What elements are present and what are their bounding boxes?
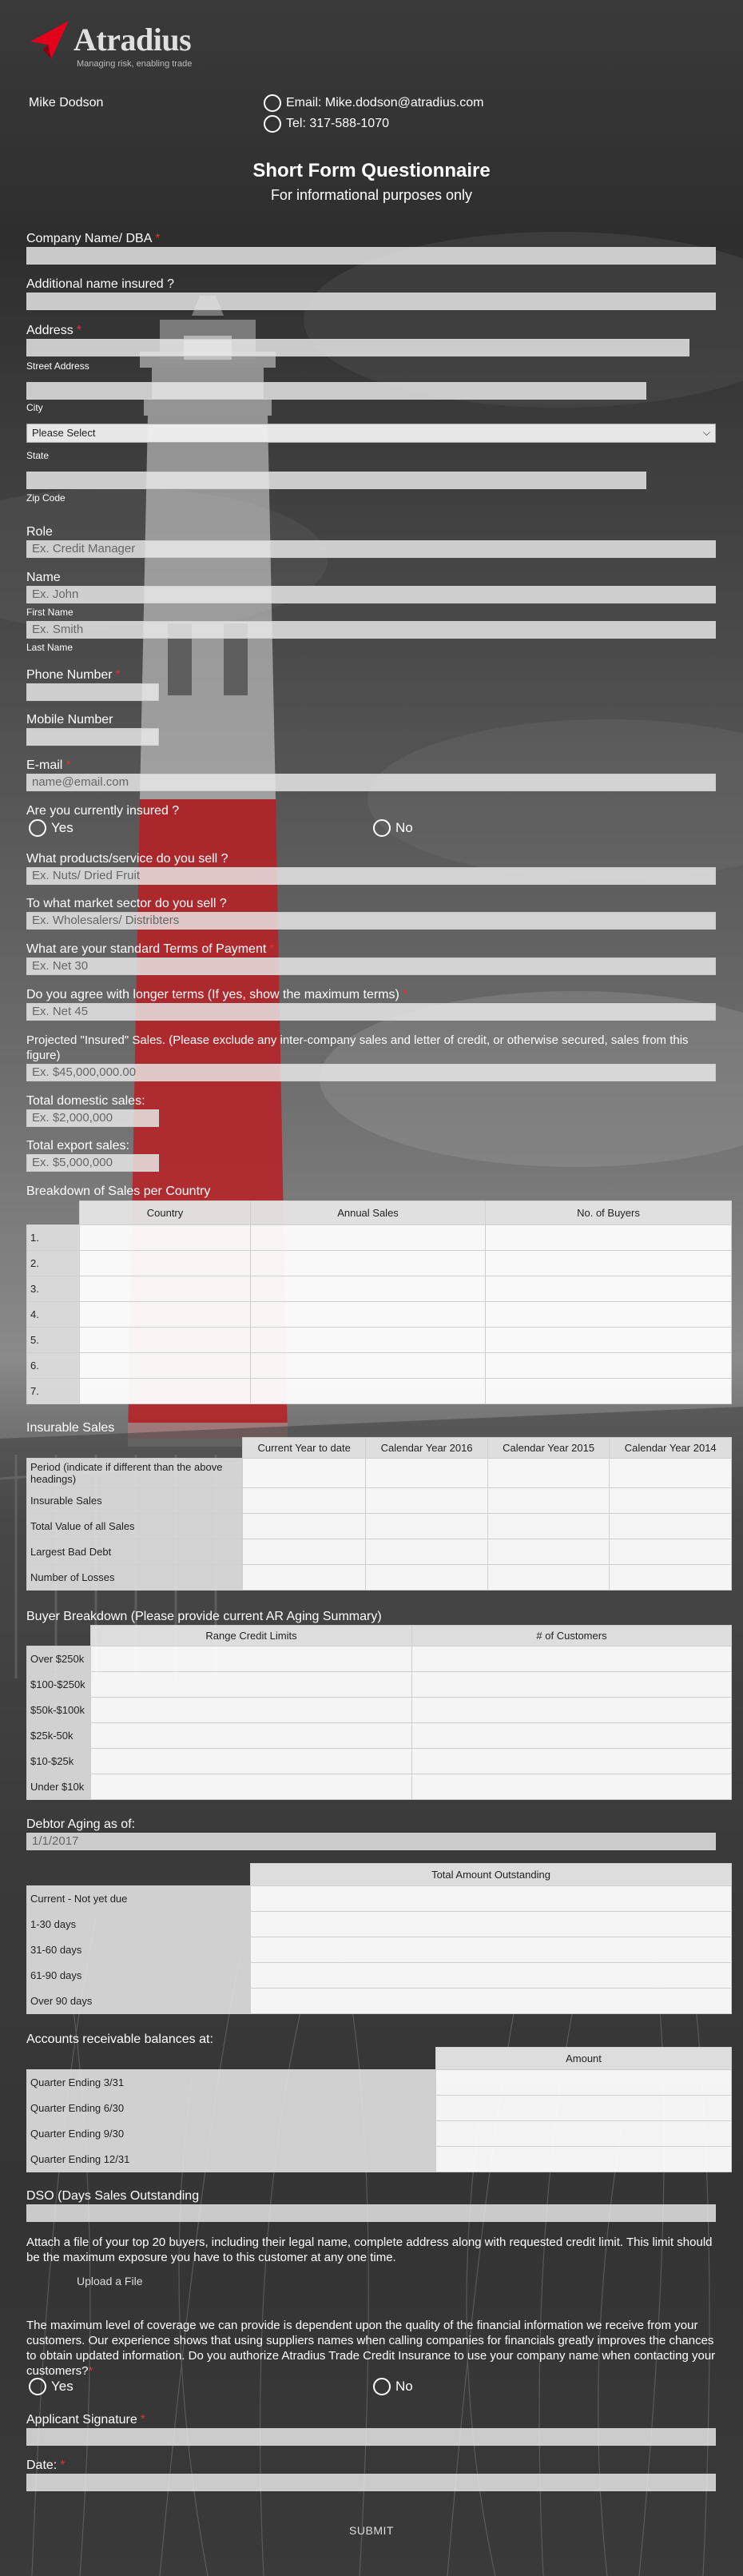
table-row xyxy=(27,1963,732,1989)
value-cell[interactable] xyxy=(243,1539,366,1565)
insurable-sales-table xyxy=(26,1437,732,1591)
row-header: Over 90 days xyxy=(27,1989,251,2014)
value-cell[interactable] xyxy=(487,1488,610,1514)
buyers-cell[interactable] xyxy=(486,1379,732,1404)
customers-cell[interactable] xyxy=(412,1723,732,1749)
table-row xyxy=(27,2147,732,2172)
customers-cell[interactable] xyxy=(412,1646,732,1672)
row-header: Over $250k xyxy=(27,1646,91,1672)
insured-label: Are you currently insured ? xyxy=(26,804,180,818)
agent-tel[interactable] xyxy=(264,115,389,133)
credit-limit-cell[interactable] xyxy=(91,1646,412,1672)
zip-label: Zip Code xyxy=(26,492,66,504)
credit-limit-cell[interactable] xyxy=(91,1672,412,1698)
annual-sales-cell[interactable] xyxy=(251,1251,486,1276)
col-header: Calendar Year 2015 xyxy=(487,1438,610,1459)
submit-button[interactable]: SUBMIT xyxy=(349,2524,394,2537)
col-header: Amount xyxy=(436,2048,732,2070)
address-label: Address * xyxy=(26,324,81,337)
row-header: $50k-$100k xyxy=(27,1698,91,1723)
buyer-breakdown-table xyxy=(26,1625,732,1800)
insured-yes-label: Yes xyxy=(51,820,74,835)
country-cell[interactable] xyxy=(80,1276,251,1302)
breakdown-label: Breakdown of Sales per Country xyxy=(26,1184,211,1198)
last-name-input[interactable]: Ex. Smith xyxy=(26,621,716,639)
row-header: 1. xyxy=(27,1225,80,1251)
upload-file-button[interactable]: Upload a File xyxy=(77,2275,143,2287)
products-label: What products/service do you sell ? xyxy=(26,852,228,866)
amount-cell[interactable] xyxy=(436,2121,732,2147)
state-select[interactable] xyxy=(26,424,716,443)
last-name-label: Last Name xyxy=(26,642,74,653)
country-cell[interactable] xyxy=(80,1302,251,1328)
company-label: Company Name/ DBA * xyxy=(26,232,161,245)
table-row xyxy=(27,1225,732,1251)
authorize-yes-radio[interactable] xyxy=(29,2378,74,2395)
radio-circle-icon xyxy=(373,2378,391,2395)
authorize-yes-label: Yes xyxy=(51,2379,74,2394)
state-select-value: Please Select xyxy=(32,427,96,439)
table-row xyxy=(27,2070,732,2096)
customers-cell[interactable] xyxy=(412,1698,732,1723)
annual-sales-cell[interactable] xyxy=(251,1302,486,1328)
table-row xyxy=(27,1698,732,1723)
projected-sales-label: Projected "Insured" Sales. (Please exclude any inter-company sales and letter of credit, or otherwise secured, sales from this figure) xyxy=(26,1033,689,1062)
row-header: Quarter Ending 9/30 xyxy=(27,2121,436,2147)
row-header: 1-30 days xyxy=(27,1912,251,1937)
credit-limit-cell[interactable] xyxy=(91,1774,412,1800)
table-row xyxy=(27,1379,732,1404)
row-header: Total Value of all Sales xyxy=(27,1514,243,1539)
value-cell[interactable] xyxy=(366,1459,488,1488)
table-row xyxy=(27,1989,732,2014)
email-label: E-mail * xyxy=(26,758,71,772)
radio-circle-icon xyxy=(29,2378,46,2395)
chevron-down-icon: ⌵ xyxy=(702,427,710,438)
date-label: Date: * xyxy=(26,2459,66,2472)
authorize-no-radio[interactable] xyxy=(373,2378,413,2395)
country-cell[interactable] xyxy=(80,1251,251,1276)
country-cell[interactable] xyxy=(80,1353,251,1379)
terms-input[interactable]: Ex. Net 30 xyxy=(26,958,716,975)
table-corner xyxy=(27,1201,80,1225)
table-row xyxy=(27,2096,732,2121)
value-cell[interactable] xyxy=(487,1539,610,1565)
phone-label: Phone Number * xyxy=(26,668,121,682)
table-row xyxy=(27,1514,732,1539)
row-header: 31-60 days xyxy=(27,1937,251,1963)
authorize-question: The maximum level of coverage we can provide is dependent upon the quality of the financial information we receive from your customers. Our experience shows that using suppliers names when calling companies for financials greatly improves the chances to obtain updated information. Do you authorize Atradius Trade Credit Insurance to use your company name when contacting your customers?* xyxy=(26,2319,716,2378)
signature-input[interactable] xyxy=(26,2428,716,2446)
table-row xyxy=(27,1276,732,1302)
date-input[interactable] xyxy=(26,2474,716,2491)
first-name-label: First Name xyxy=(26,607,74,618)
row-header: Under $10k xyxy=(27,1774,91,1800)
row-header: 5. xyxy=(27,1328,80,1353)
phone-input[interactable] xyxy=(26,683,159,701)
table-corner xyxy=(27,1626,91,1646)
city-input[interactable] xyxy=(26,382,646,400)
projected-sales-input[interactable]: Ex. $45,000,000.00 xyxy=(26,1064,716,1081)
row-header: Quarter Ending 12/31 xyxy=(27,2147,436,2172)
row-header: Insurable Sales xyxy=(27,1488,243,1514)
table-row xyxy=(27,1251,732,1276)
col-header: Calendar Year 2016 xyxy=(366,1438,488,1459)
table-row xyxy=(27,2121,732,2147)
table-row xyxy=(27,1565,732,1591)
customers-cell[interactable] xyxy=(412,1749,732,1774)
insured-no-radio[interactable] xyxy=(373,819,413,837)
row-header: Period (indicate if different than the above headings) xyxy=(27,1459,243,1488)
company-input[interactable] xyxy=(26,247,716,265)
longer-terms-input[interactable]: Ex. Net 45 xyxy=(26,1003,716,1021)
value-cell[interactable] xyxy=(487,1459,610,1488)
authorize-no-label: No xyxy=(395,2379,413,2394)
col-header: # of Customers xyxy=(412,1626,732,1646)
state-label: State xyxy=(26,450,50,461)
zip-input[interactable] xyxy=(26,472,646,489)
table-row xyxy=(27,1749,732,1774)
table-row xyxy=(27,1488,732,1514)
mobile-label: Mobile Number xyxy=(26,713,113,727)
table-row xyxy=(27,1353,732,1379)
role-input[interactable]: Ex. Credit Manager xyxy=(26,540,716,558)
sector-input[interactable]: Ex. Wholesalers/ Distribters xyxy=(26,912,716,930)
col-header: Range Credit Limits xyxy=(91,1626,412,1646)
row-header: 2. xyxy=(27,1251,80,1276)
col-header: Current Year to date xyxy=(243,1438,366,1459)
table-row xyxy=(27,1886,732,1912)
country-cell[interactable] xyxy=(80,1379,251,1404)
customers-cell[interactable] xyxy=(412,1774,732,1800)
credit-limit-cell[interactable] xyxy=(91,1698,412,1723)
debtor-aging-table xyxy=(26,1863,732,2014)
amount-cell[interactable] xyxy=(251,1937,732,1963)
row-header: Quarter Ending 3/31 xyxy=(27,2070,436,2096)
row-header: 4. xyxy=(27,1302,80,1328)
products-input[interactable]: Ex. Nuts/ Dried Fruit xyxy=(26,867,716,885)
domestic-sales-input[interactable]: Ex. $2,000,000 xyxy=(26,1109,159,1127)
row-header: $25k-50k xyxy=(27,1723,91,1749)
ar-balances-label: Accounts receivable balances at: xyxy=(26,2033,213,2046)
agent-email[interactable] xyxy=(264,94,483,112)
value-cell[interactable] xyxy=(366,1514,488,1539)
col-header: Country xyxy=(80,1201,251,1225)
value-cell[interactable] xyxy=(243,1565,366,1591)
value-cell[interactable] xyxy=(610,1539,732,1565)
export-sales-label: Total export sales: xyxy=(26,1139,129,1153)
table-row xyxy=(27,1328,732,1353)
annual-sales-cell[interactable] xyxy=(251,1379,486,1404)
value-cell[interactable] xyxy=(610,1565,732,1591)
sector-label: To what market sector do you sell ? xyxy=(26,897,227,910)
brand-name: Atradius xyxy=(74,22,192,58)
value-cell[interactable] xyxy=(610,1459,732,1488)
row-header: Number of Losses xyxy=(27,1565,243,1591)
col-header: No. of Buyers xyxy=(486,1201,732,1225)
longer-terms-label: Do you agree with longer terms (If yes, show the maximum terms) * xyxy=(26,988,408,1001)
value-cell[interactable] xyxy=(366,1539,488,1565)
value-cell[interactable] xyxy=(243,1488,366,1514)
value-cell[interactable] xyxy=(610,1488,732,1514)
export-sales-input[interactable]: Ex. $5,000,000 xyxy=(26,1154,159,1172)
annual-sales-cell[interactable] xyxy=(251,1328,486,1353)
amount-cell[interactable] xyxy=(251,1963,732,1989)
table-row xyxy=(27,1459,732,1488)
aging-date-input[interactable]: 1/1/2017 xyxy=(26,1833,716,1850)
city-label: City xyxy=(26,402,43,413)
annual-sales-cell[interactable] xyxy=(251,1276,486,1302)
col-header: Calendar Year 2014 xyxy=(610,1438,732,1459)
table-row xyxy=(27,1912,732,1937)
amount-cell[interactable] xyxy=(436,2096,732,2121)
street-address-input[interactable] xyxy=(26,339,689,356)
row-header: Current - Not yet due xyxy=(27,1886,251,1912)
buyers-cell[interactable] xyxy=(486,1225,732,1251)
buyers-cell[interactable] xyxy=(486,1302,732,1328)
table-corner xyxy=(27,1864,251,1886)
table-corner xyxy=(27,1438,243,1459)
insurable-sales-label: Insurable Sales xyxy=(26,1421,115,1435)
amount-cell[interactable] xyxy=(251,1989,732,2014)
first-name-input[interactable]: Ex. John xyxy=(26,586,716,603)
row-header: Quarter Ending 6/30 xyxy=(27,2096,436,2121)
agent-tel-text: Tel: 317-588-1070 xyxy=(286,117,389,130)
country-cell[interactable] xyxy=(80,1328,251,1353)
country-cell[interactable] xyxy=(80,1225,251,1251)
insured-yes-radio[interactable] xyxy=(29,819,74,837)
additional-insured-input[interactable] xyxy=(26,293,716,310)
logo-mark-icon xyxy=(27,18,72,62)
agent-email-text: Email: Mike.dodson@atradius.com xyxy=(286,96,484,109)
buyers-cell[interactable] xyxy=(486,1328,732,1353)
amount-cell[interactable] xyxy=(251,1886,732,1912)
table-row xyxy=(27,1723,732,1749)
breakdown-table xyxy=(26,1200,732,1404)
insured-no-label: No xyxy=(395,820,413,835)
amount-cell[interactable] xyxy=(436,2147,732,2172)
radio-circle-icon xyxy=(373,819,391,837)
row-header: Largest Bad Debt xyxy=(27,1539,243,1565)
table-row xyxy=(27,1302,732,1328)
value-cell[interactable] xyxy=(487,1565,610,1591)
credit-limit-cell[interactable] xyxy=(91,1749,412,1774)
row-header: $100-$250k xyxy=(27,1672,91,1698)
mobile-input[interactable] xyxy=(26,728,159,746)
debtor-aging-label: Debtor Aging as of: xyxy=(26,1818,136,1831)
domestic-sales-label: Total domestic sales: xyxy=(26,1094,145,1108)
buyers-cell[interactable] xyxy=(486,1251,732,1276)
col-header: Annual Sales xyxy=(251,1201,486,1225)
table-row xyxy=(27,1539,732,1565)
table-row xyxy=(27,1937,732,1963)
row-header: 7. xyxy=(27,1379,80,1404)
value-cell[interactable] xyxy=(487,1514,610,1539)
signature-label: Applicant Signature * xyxy=(26,2413,145,2427)
table-row xyxy=(27,1646,732,1672)
attach-instructions: Attach a file of your top 20 buyers, including their legal name, complete address along with requested credit limit. This limit should be the maximum exposure you have to this customer at any one time. xyxy=(26,2236,713,2264)
value-cell[interactable] xyxy=(243,1514,366,1539)
ar-balances-table xyxy=(26,2047,732,2172)
table-corner xyxy=(27,2048,436,2070)
buyers-cell[interactable] xyxy=(486,1276,732,1302)
page-subtitle: For informational purposes only xyxy=(270,187,473,203)
name-label: Name xyxy=(26,571,61,584)
email-radio-icon xyxy=(264,94,281,112)
value-cell[interactable] xyxy=(366,1488,488,1514)
atradius-logo xyxy=(27,18,211,69)
table-row xyxy=(27,1672,732,1698)
value-cell[interactable] xyxy=(610,1514,732,1539)
buyers-cell[interactable] xyxy=(486,1353,732,1379)
customers-cell[interactable] xyxy=(412,1672,732,1698)
row-header: 6. xyxy=(27,1353,80,1379)
amount-cell[interactable] xyxy=(436,2070,732,2096)
dso-label: DSO (Days Sales Outstanding xyxy=(26,2189,200,2203)
annual-sales-cell[interactable] xyxy=(251,1353,486,1379)
dso-input[interactable] xyxy=(26,2204,716,2222)
row-header: 61-90 days xyxy=(27,1963,251,1989)
additional-insured-label: Additional name insured ? xyxy=(26,277,175,291)
email-input[interactable]: name@email.com xyxy=(26,774,716,791)
col-header: Total Amount Outstanding xyxy=(251,1864,732,1886)
brand-tagline: Managing risk, enabling trade xyxy=(77,59,193,69)
value-cell[interactable] xyxy=(243,1459,366,1488)
radio-circle-icon xyxy=(29,819,46,837)
row-header: 3. xyxy=(27,1276,80,1302)
amount-cell[interactable] xyxy=(251,1912,732,1937)
role-label: Role xyxy=(26,525,53,539)
buyer-breakdown-label: Buyer Breakdown (Please provide current AR Aging Summary) xyxy=(26,1610,382,1623)
table-row xyxy=(27,1774,732,1800)
tel-radio-icon xyxy=(264,115,281,133)
terms-label: What are your standard Terms of Payment * xyxy=(26,942,275,956)
value-cell[interactable] xyxy=(366,1565,488,1591)
agent-name: Mike Dodson xyxy=(29,96,104,109)
credit-limit-cell[interactable] xyxy=(91,1723,412,1749)
page-title: Short Form Questionnaire xyxy=(252,160,491,181)
row-header: $10-$25k xyxy=(27,1749,91,1774)
street-address-label: Street Address xyxy=(26,360,89,372)
annual-sales-cell[interactable] xyxy=(251,1225,486,1251)
